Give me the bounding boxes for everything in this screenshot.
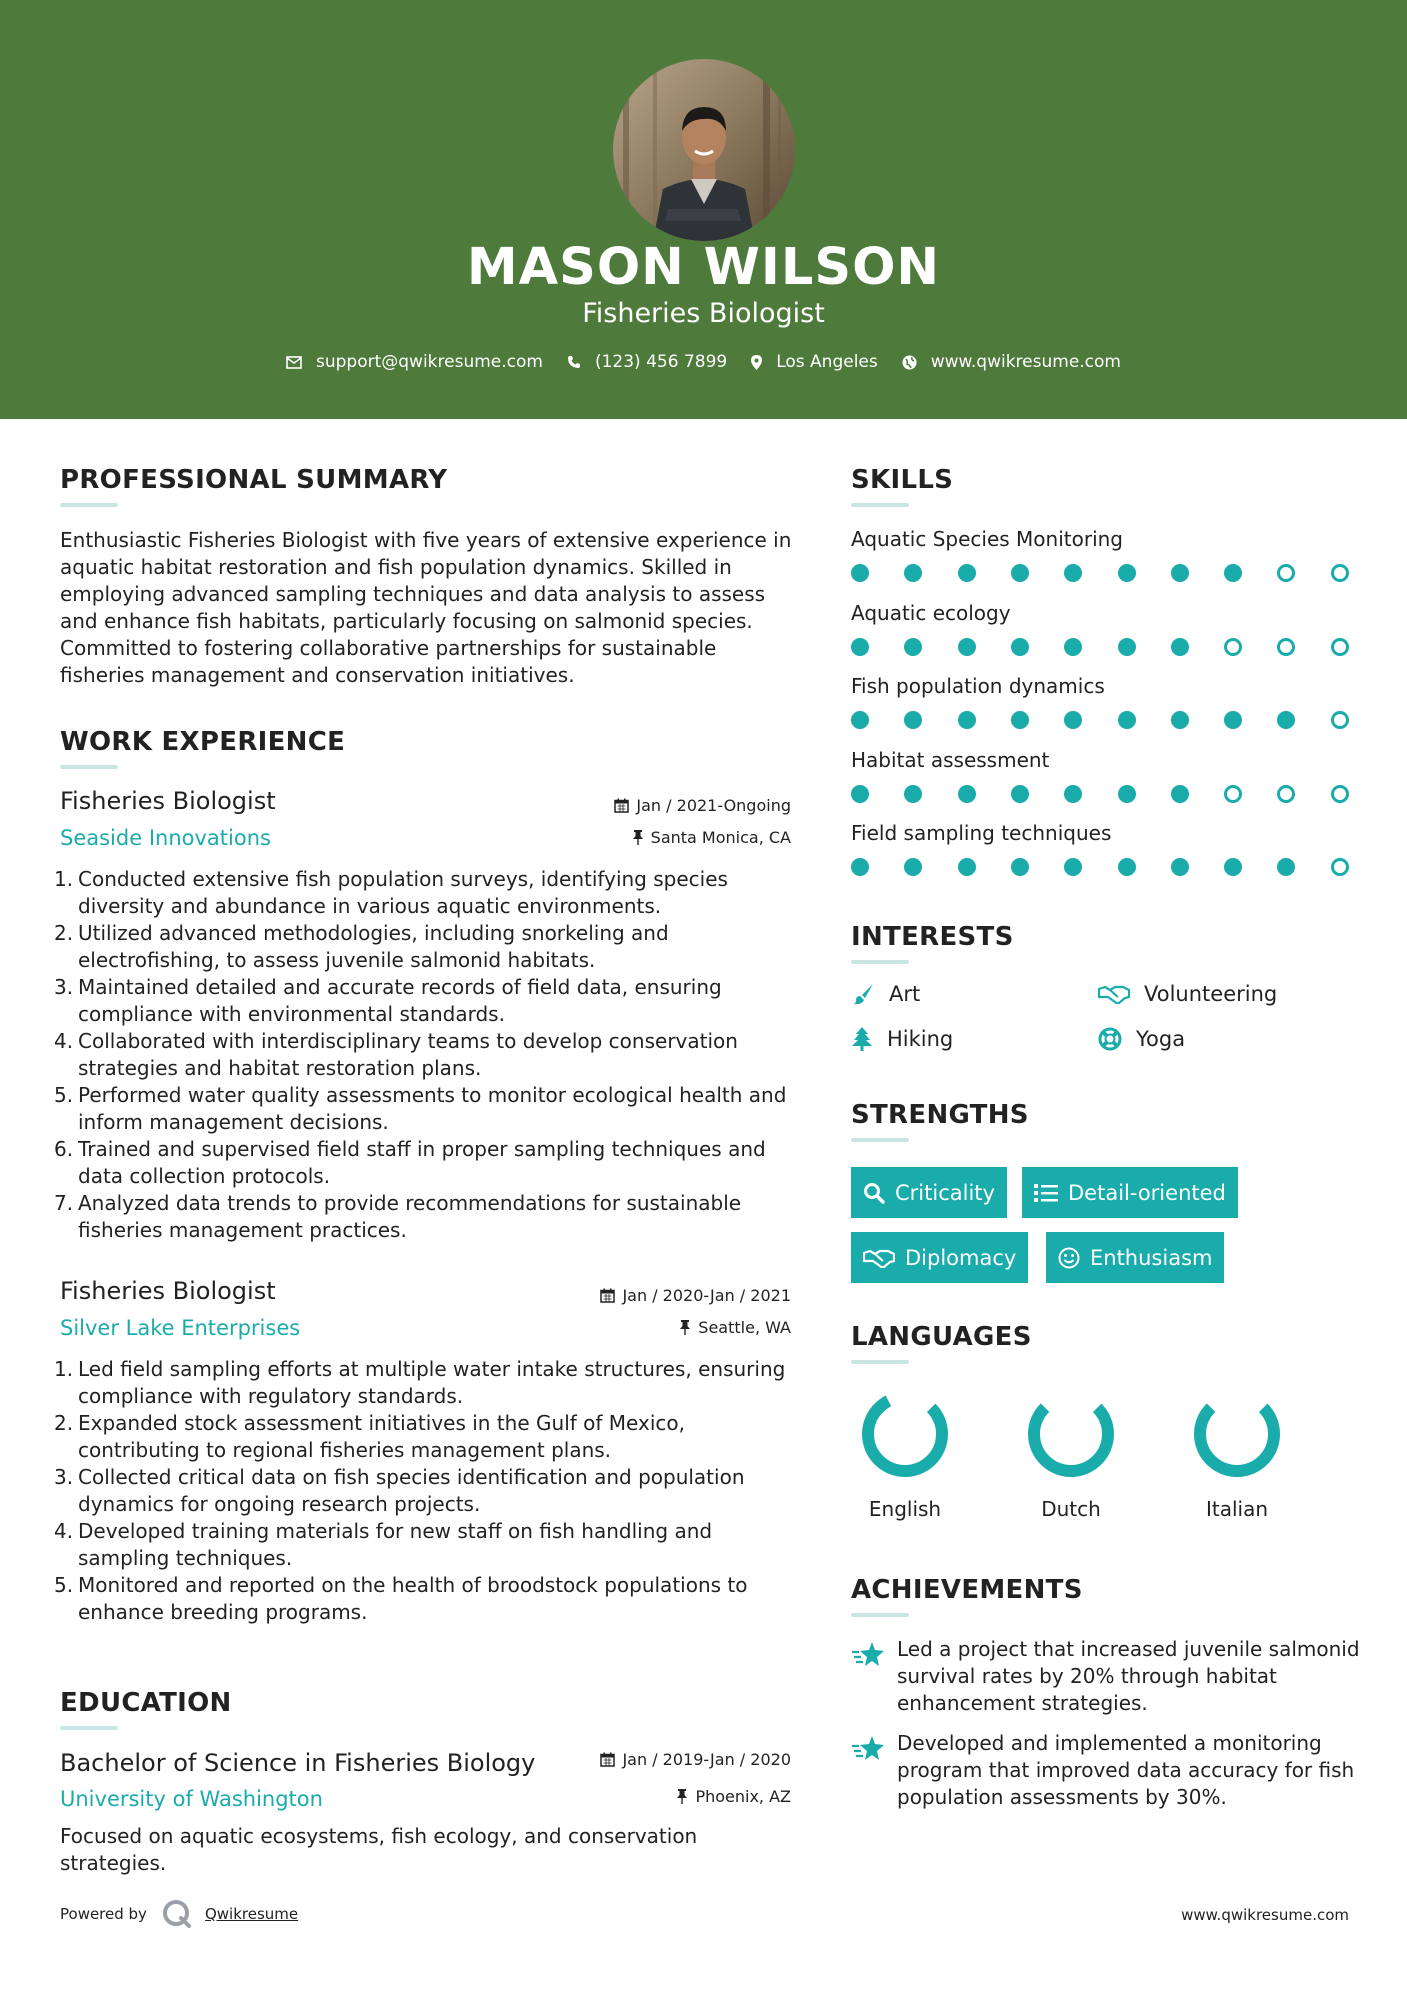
rating-dot-filled [1277, 858, 1295, 876]
school-name: University of Washington [60, 1787, 323, 1811]
rating-dot-filled [958, 564, 976, 582]
skill-name: Aquatic Species Monitoring [851, 527, 1123, 551]
summary-heading: PROFESSIONAL SUMMARY [60, 465, 448, 495]
job-dates: Jan / 2020-Jan / 2021 [600, 1286, 791, 1305]
rating-dot-filled [904, 564, 922, 582]
degree-title: Bachelor of Science in Fisheries Biology [60, 1749, 536, 1777]
summary-underline [60, 503, 118, 507]
rating-dot-empty [1277, 785, 1295, 803]
rating-dot-filled [1171, 711, 1189, 729]
handshake-icon [863, 1248, 895, 1268]
job-location: Seattle, WA [679, 1318, 791, 1337]
smile-icon [1058, 1247, 1080, 1269]
rating-dot-empty [1331, 638, 1349, 656]
rating-dot-filled [851, 785, 869, 803]
language-name: Italian [1205, 1497, 1269, 1521]
qwikresume-logo-icon [161, 1898, 193, 1930]
calendar-icon [600, 1288, 615, 1303]
interest-hiking: Hiking [851, 1027, 953, 1051]
contact-website[interactable] [902, 352, 1121, 372]
contact-bar [0, 352, 1407, 372]
rating-dot-filled [904, 858, 922, 876]
list-item: 4. Developed training materials for new staff on fish handling and sampling techniques. [54, 1519, 713, 1570]
envelope-icon [286, 356, 302, 369]
pin-icon [676, 1789, 688, 1804]
interest-yoga: Yoga [1098, 1027, 1185, 1051]
globe-icon [902, 355, 917, 370]
rating-dot-empty [1331, 711, 1349, 729]
job-title: Fisheries Biologist [60, 787, 276, 815]
rating-dot-empty [1331, 564, 1349, 582]
list-item: 7. Analyzed data trends to provide recommendations for sustainable fisheries management practices. [54, 1191, 742, 1242]
pin-icon [632, 830, 644, 845]
contact-email[interactable] [286, 352, 543, 372]
list-icon [1034, 1183, 1058, 1203]
rating-dot-filled [851, 638, 869, 656]
job-bullets [54, 1356, 798, 1626]
rating-dot-filled [1011, 711, 1029, 729]
experience-underline [60, 765, 118, 769]
skill-rating [851, 564, 1351, 584]
skill-name: Field sampling techniques [851, 821, 1112, 845]
rating-dot-filled [1118, 564, 1136, 582]
map-marker-icon [751, 355, 762, 370]
rating-dot-filled [1171, 564, 1189, 582]
interest-art: Art [851, 982, 920, 1006]
list-item: 4. Collaborated with interdisciplinary teams to develop conservation strategies and habitat restoration plans. [54, 1029, 738, 1080]
rating-dot-empty [1331, 858, 1349, 876]
rating-dot-filled [1064, 711, 1082, 729]
skill-rating [851, 711, 1351, 731]
education-heading: EDUCATION [60, 1688, 232, 1718]
rating-dot-filled [958, 638, 976, 656]
lifering-icon [1098, 1027, 1122, 1051]
language-item [1016, 1389, 1126, 1521]
paintbrush-icon [851, 982, 875, 1006]
experience-heading: WORK EXPERIENCE [60, 727, 346, 757]
achievements-underline [851, 1613, 909, 1617]
rating-dot-filled [1118, 638, 1136, 656]
strength-badge-detail-oriented: Detail-oriented [1022, 1167, 1238, 1218]
achievements-heading: ACHIEVEMENTS [851, 1575, 1083, 1605]
resume-header [0, 0, 1407, 419]
skill-rating [851, 858, 1351, 878]
rating-dot-filled [904, 785, 922, 803]
rating-dot-filled [851, 858, 869, 876]
languages-underline [851, 1360, 909, 1364]
list-item: 3. Collected critical data on fish species identification and population dynamics for ongoing research projects. [54, 1465, 745, 1516]
rating-dot-filled [1011, 785, 1029, 803]
job-location: Santa Monica, CA [632, 828, 791, 847]
phone-icon [567, 355, 581, 369]
summary-text: Enthusiastic Fisheries Biologist with five years of extensive experience in aquatic habitat restoration and fish population dynamics. Skilled in employing advanced sampling techniques and data analysis to assess and enhance fish habitats, particularly focusing on salmonid species. Committed to fostering collaborative partnerships for sustainable fisheries management and conservation initiatives. [60, 528, 792, 687]
education-location: Phoenix, AZ [676, 1787, 791, 1806]
rating-dot-filled [958, 858, 976, 876]
language-item [1182, 1389, 1292, 1521]
star-trophy-icon [851, 1734, 885, 1762]
skill-name: Habitat assessment [851, 747, 1050, 772]
skills-underline [851, 503, 909, 507]
rating-dot-filled [958, 785, 976, 803]
education-dates: Jan / 2019-Jan / 2020 [600, 1750, 791, 1769]
job-title: Fisheries Biologist [60, 1277, 276, 1305]
rating-dot-empty [1331, 785, 1349, 803]
rating-dot-filled [904, 711, 922, 729]
strength-badge-diplomacy: Diplomacy [851, 1232, 1028, 1283]
education-underline [60, 1726, 118, 1730]
contact-location [751, 352, 878, 372]
list-item: 6. Trained and supervised field staff in proper sampling techniques and data collection protocols. [54, 1137, 766, 1188]
strength-badge-criticality: Criticality [851, 1167, 1007, 1218]
rating-dot-filled [1064, 638, 1082, 656]
list-item: 1. Conducted extensive fish population surveys, identifying species diversity and abundance in various aquatic environments. [54, 867, 728, 918]
job-dates: Jan / 2021-Ongoing [614, 796, 791, 815]
rating-dot-filled [1118, 858, 1136, 876]
handshake-icon [1098, 984, 1130, 1004]
search-icon [863, 1182, 885, 1204]
strengths-underline [851, 1138, 909, 1142]
footer-site-link[interactable]: www.qwikresume.com [1181, 1906, 1349, 1924]
list-item: 5. Performed water quality assessments to monitor ecological health and inform management decisions. [54, 1083, 787, 1134]
contact-phone[interactable] [567, 352, 727, 372]
skill-rating [851, 638, 1351, 658]
rating-dot-empty [1277, 638, 1295, 656]
list-item: 3. Maintained detailed and accurate records of field data, ensuring compliance with environmental standards. [54, 975, 722, 1026]
education-text: Focused on aquatic ecosystems, fish ecology, and conservation strategies. [60, 1824, 698, 1875]
footer-powered-by: Powered by Qwikresume [60, 1898, 298, 1930]
rating-dot-filled [1277, 711, 1295, 729]
rating-dot-filled [1224, 711, 1242, 729]
rating-dot-empty [1277, 564, 1295, 582]
interest-volunteering: Volunteering [1098, 982, 1277, 1006]
language-name: English [868, 1497, 942, 1521]
rating-dot-filled [1118, 711, 1136, 729]
language-level-ring [1182, 1389, 1292, 1479]
pin-icon [679, 1320, 691, 1335]
company-name: Seaside Innovations [60, 826, 271, 850]
brand-link[interactable]: Qwikresume [204, 1905, 299, 1923]
tree-icon [851, 1027, 873, 1051]
rating-dot-filled [1224, 858, 1242, 876]
interests-heading: INTERESTS [851, 922, 1014, 952]
languages-heading: LANGUAGES [851, 1322, 1032, 1352]
achievement-item: Developed and implemented a monitoring program that improved data accuracy for fish population assessments by 30%. [851, 1730, 1361, 1811]
rating-dot-filled [904, 638, 922, 656]
website-text: www.qwikresume.com [930, 352, 1121, 372]
skill-name: Aquatic ecology [851, 600, 1011, 625]
language-item [850, 1389, 960, 1521]
skills-heading: SKILLS [851, 465, 954, 495]
rating-dot-filled [1011, 564, 1029, 582]
list-item: 1. Led field sampling efforts at multiple water intake structures, ensuring compliance with regulatory standards. [54, 1357, 786, 1408]
list-item: 5. Monitored and reported on the health of broodstock populations to enhance breeding programs. [54, 1573, 748, 1624]
interests-underline [851, 960, 909, 964]
list-item: 2. Utilized advanced methodologies, including snorkeling and electrofishing, to assess juvenile salmonid habitats. [54, 921, 669, 972]
rating-dot-filled [1011, 638, 1029, 656]
rating-dot-filled [1171, 858, 1189, 876]
strength-badge-enthusiasm: Enthusiasm [1046, 1232, 1224, 1283]
rating-dot-empty [1224, 785, 1242, 803]
location-text: Los Angeles [776, 352, 878, 372]
rating-dot-filled [1171, 638, 1189, 656]
rating-dot-filled [1064, 564, 1082, 582]
job-bullets [54, 866, 798, 1244]
rating-dot-filled [1011, 858, 1029, 876]
achievement-item: Led a project that increased juvenile salmonid survival rates by 20% through habitat enhancement strategies. [851, 1636, 1361, 1717]
calendar-icon [600, 1752, 615, 1767]
rating-dot-filled [851, 564, 869, 582]
skill-name: Fish population dynamics [851, 674, 1105, 698]
skill-rating [851, 785, 1351, 805]
candidate-title: Fisheries Biologist [582, 298, 825, 329]
list-item: 2. Expanded stock assessment initiatives in the Gulf of Mexico, contributing to regional fisheries management plans. [54, 1411, 685, 1462]
rating-dot-filled [851, 711, 869, 729]
email-text: support@qwikresume.com [316, 352, 543, 372]
phone-text: (123) 456 7899 [594, 352, 728, 372]
rating-dot-filled [958, 711, 976, 729]
star-trophy-icon [851, 1640, 885, 1668]
rating-dot-filled [1171, 785, 1189, 803]
language-level-ring [850, 1389, 960, 1479]
rating-dot-filled [1064, 785, 1082, 803]
candidate-name: MASON WILSON [466, 238, 941, 297]
rating-dot-filled [1064, 858, 1082, 876]
calendar-icon [614, 798, 629, 813]
rating-dot-empty [1224, 638, 1242, 656]
strengths-heading: STRENGTHS [851, 1100, 1029, 1130]
language-name: Dutch [1041, 1497, 1101, 1521]
language-level-ring [1016, 1389, 1126, 1479]
rating-dot-filled [1118, 785, 1136, 803]
profile-photo [613, 59, 795, 241]
rating-dot-filled [1224, 564, 1242, 582]
company-name: Silver Lake Enterprises [60, 1316, 301, 1340]
